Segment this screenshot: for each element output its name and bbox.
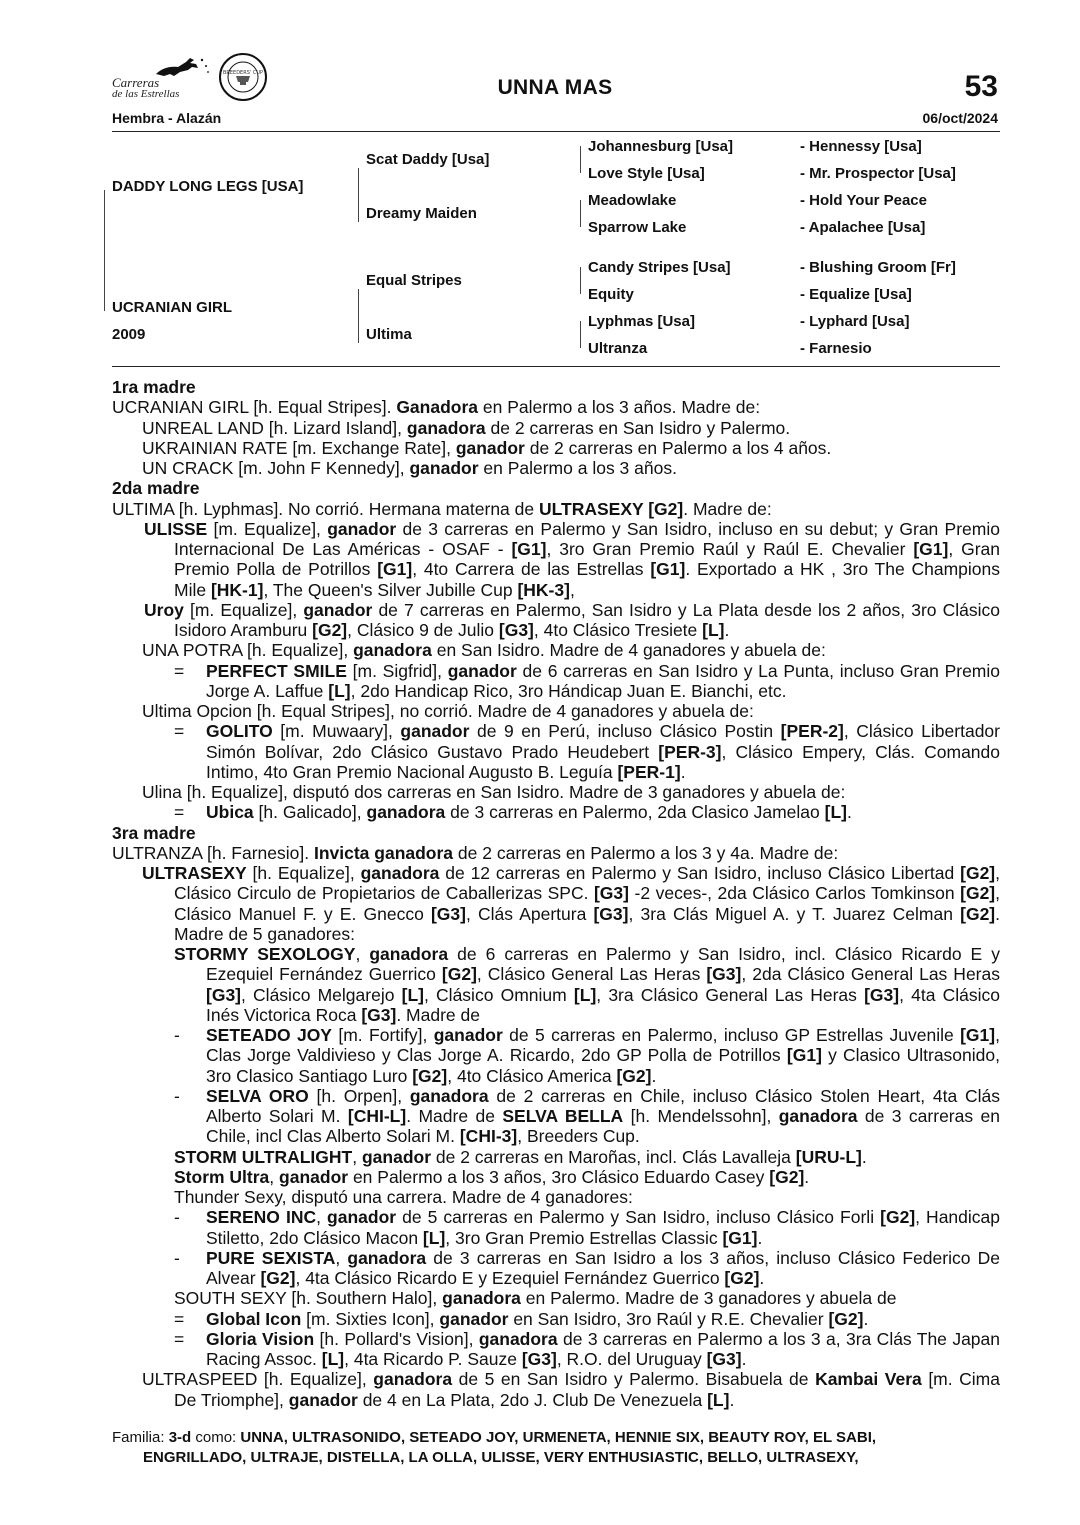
section-heading-3ra-madre: 3ra madre [112, 822, 196, 843]
grandproduce-entry: - SERENO INC, ganador de 5 carreras en Palermo y San Isidro, incluso Clásico Forli [G2], Handicap Stiletto, 2do Clásico Macon [L], 3ro Gran Premio Estrellas Classic [G1]. [174, 1207, 1000, 1248]
grandproduce-entry: STORM ULTRALIGHT, ganador de 2 carreras en Maroñas, incl. Clás Lavalleja [URU-L]. [174, 1146, 867, 1167]
family-notes [112, 377, 1000, 1410]
grandproduce-entry: = GOLITO [m. Muwaary], ganador de 9 en Perú, incluso Clásico Postin [PER-2], Clásico Libertador Simón Bolívar, 2do Clásico Gustavo Prado Heudebert [PER-3], Clásico Empery, Clás. Comando Intimo, 4to Gran Premio Nacional Augusto B. Leguía [PER-1]. [174, 721, 1001, 782]
horse-name-title: UNNA MAS [497, 76, 613, 99]
gen3-name: Meadowlake [588, 192, 677, 209]
produce-entry: UNREAL LAND [h. Lizard Island], ganadora de 2 carreras en San Isidro y Palermo. [142, 417, 791, 438]
grandproduce-entry: = Ubica [h. Galicado], ganadora de 3 carreras en Palermo, 2da Clasico Jamelao [L]. [174, 802, 852, 823]
gen4-name: - Lyphard [Usa] [800, 313, 910, 330]
gen1-bracket [104, 190, 105, 311]
produce-entry: Ulina [h. Equalize], disputó dos carreras en San Isidro. Madre de 3 ganadores y abuela de: [142, 782, 846, 802]
date-label: 06/oct/2024 [922, 110, 998, 126]
gen4-name: - Equalize [Usa] [800, 286, 912, 303]
dam-paragraph: ULTIMA [h. Lyphmas]. No corrió. Hermana materna de ULTRASEXY [G2]. Madre de: [112, 498, 772, 519]
sex-color-label: Hembra - Alazán [112, 110, 222, 126]
dam-paragraph: UCRANIAN GIRL [h. Equal Stripes]. Ganadora en Palermo a los 3 años. Madre de: [112, 397, 761, 418]
grandproduce-entry: = Global Icon [m. Sixties Icon], ganador en San Isidro, 3ro Raúl y R.E. Chevalier [G2]. [174, 1308, 869, 1329]
produce-entry: UKRAINIAN RATE [m. Exchange Rate], ganador de 2 carreras en Palermo a los 4 años. [142, 437, 832, 458]
gen2-bracket-2 [358, 289, 359, 343]
gen2-name: Dreamy Maiden [366, 205, 477, 222]
gen3-name: Candy Stripes [Usa] [588, 259, 731, 276]
gen4-name: - Mr. Prospector [Usa] [800, 165, 956, 182]
gen2-bracket-1 [358, 168, 359, 222]
svg-text:BREEDERS' CUP: BREEDERS' CUP [222, 70, 264, 76]
produce-entry: ULTRASEXY [h. Equalize], ganadora de 12 carreras en Palermo y San Isidro, incluso Clásico Libertad [G2], Clásico Circulo de Propietarios de Caballerizas SPC. [G3] -2 veces-, 2da Clásico Carlos Tomkinson [G2], Clásico Manuel F. y E. Gnecco [G3], Clás Apertura [G3], 3ra Clás Miguel A. y T. Juarez Celman [G2]. Madre de 5 ganadores: [142, 863, 1000, 944]
dam-name: UCRANIAN GIRL [112, 299, 232, 316]
gen4-name: - Blushing Groom [Fr] [800, 259, 956, 276]
gen4-name: - Farnesio [800, 340, 872, 357]
produce-entry: SOUTH SEXY [h. Southern Halo], ganadora en Palermo. Madre de 3 ganadores y abuela de [174, 1288, 897, 1309]
family-footer: Familia: 3-d como: UNNA, ULTRASONIDO, SETEADO JOY, URMENETA, HENNIE SIX, BEAUTY ROY, EL SABI, ENGRILLADO, ULTRAJE, DISTELLA, LA OLLA, ULISSE, VERY ENTHUSIASTIC, BELLO, ULTRASEXY, [112, 1429, 877, 1466]
produce-entry: Uroy [m. Equalize], ganador de 7 carreras en Palermo, San Isidro y La Plata desde los 2 años, 3ro Clásico Isidoro Aramburu [G2], Clásico 9 de Julio [G3], 4to Clásico Tresiete [L]. [144, 599, 1000, 640]
produce-entry: ULTRASPEED [h. Equalize], ganadora de 5 en San Isidro y Palermo. Bisabuela de Kambai Vera [m. Cima De Triomphe], ganador de 4 en La Plata, 2do J. Club De Venezuela [L]. [142, 1369, 1000, 1410]
gen2-name: Ultima [366, 326, 412, 343]
sire-name: DADDY LONG LEGS [USA] [112, 178, 304, 195]
grandproduce-entry: = PERFECT SMILE [m. Sigfrid], ganador de 6 carreras en San Isidro y La Punta, incluso Gran Premio Jorge A. Laffue [L], 2do Handicap Rico, 3ro Hándicap Juan E. Bianchi, etc. [174, 660, 1000, 701]
gen2-name: Equal Stripes [366, 272, 462, 289]
grandproduce-entry: STORMY SEXOLOGY, ganadora de 6 carreras en Palermo y San Isidro, incl. Clásico Ricardo E y Ezequiel Fernández Guerrico [G2], Clásico General Las Heras [G3], 2da Clásico General Las Heras [G3], Clásico Melgarejo [L], Clásico Omnium [L], 3ra Clásico General Las Heras [G3], 4ta Clásico Inés Victorica Roca [G3]. Madre de [174, 944, 1001, 1025]
gen3-name: Lyphmas [Usa] [588, 313, 695, 330]
section-heading-2da-madre: 2da madre [112, 478, 200, 499]
gen3-name: Ultranza [588, 340, 648, 357]
gen4-name: - Hennessy [Usa] [800, 138, 922, 155]
gen4-name: - Apalachee [Usa] [800, 219, 926, 236]
produce-entry: UNA POTRA [h. Equalize], ganadora en San Isidro. Madre de 4 ganadores y abuela de: [142, 640, 826, 661]
produce-entry: ULISSE [m. Equalize], ganador de 3 carreras en Palermo y San Isidro, incluso en su debut; y Gran Premio Internacional De Las Américas - OSAF - [G1], 3ro Gran Premio Raúl y Raúl E. Chevalier [G1], Gran Premio Polla de Potrillos [G1], 4to Carrera de las Estrellas [G1]. Exportado a HK , 3ro The Champions Mile [HK-1], The Queen's Silver Jubille Cup [HK-3], [144, 518, 1000, 600]
gen3-bracket [580, 146, 581, 173]
gen2-name: Scat Daddy [Usa] [366, 151, 490, 168]
gen3-name: Love Style [Usa] [588, 165, 705, 182]
gen3-bracket [580, 200, 581, 227]
gen3-bracket [580, 267, 581, 294]
gen3-name: Johannesburg [Usa] [588, 138, 734, 155]
produce-entry: UN CRACK [m. John F Kennedy], ganador en Palermo a los 3 años. [142, 458, 677, 478]
gen4-name: - Hold Your Peace [800, 192, 927, 209]
grandproduce-entry: - SETEADO JOY [m. Fortify], ganador de 5 carreras en Palermo, incluso GP Estrellas Juvenile [G1], Clas Jorge Valdivieso y Clas Jorge A. Ricardo, 2do GP Polla de Potrillos [G1] y Clasico Ultrasonido, 3ro Clasico Santiago Luro [G2], 4to Clásico America [G2]. [174, 1025, 1000, 1086]
grandproduce-entry: Storm Ultra, ganador en Palermo a los 3 años, 3ro Clásico Eduardo Casey [G2]. [174, 1166, 810, 1187]
logo-line-1: Carreras [112, 75, 160, 90]
section-heading-1ra-madre: 1ra madre [112, 377, 196, 397]
grandproduce-entry: = Gloria Vision [h. Pollard's Vision], ganadora de 3 carreras en Palermo a los 3 a, 3ra Clás The Japan Racing Assoc. [L], 4ta Ricardo P. Sauze [G3], R.O. del Uruguay [G3]. [174, 1328, 1000, 1369]
gen3-name: Sparrow Lake [588, 219, 687, 236]
dam-year: 2009 [112, 326, 146, 343]
grandproduce-entry: - PURE SEXISTA, ganadora de 3 carreras en San Isidro a los 3 años, incluso Clásico Federico De Alvear [G2], 4ta Clásico Ricardo E y Ezequiel Fernández Guerrico [G2]. [174, 1247, 1000, 1288]
page-number: 53 [964, 70, 998, 103]
gen3-bracket [580, 321, 581, 348]
grandproduce-entry: - SELVA ORO [h. Orpen], ganadora de 2 carreras en Chile, incluso Clásico Stolen Heart, 4ta Clás Alberto Solari M. [CHI-L]. Madre de SELVA BELLA [h. Mendelssohn], ganadora de 3 carreras en Chile, incl Clas Alberto Solari M. [CHI-3], Breeders Cup. [174, 1085, 1000, 1147]
grandproduce-entry: Thunder Sexy, disputó una carrera. Madre de 4 ganadores: [174, 1187, 633, 1207]
produce-entry: Ultima Opcion [h. Equal Stripes], no corrió. Madre de 4 ganadores y abuela de: [142, 701, 754, 721]
pedigree-divider [112, 366, 1000, 367]
gen3-name: Equity [588, 286, 634, 303]
dam-paragraph: ULTRANZA [h. Farnesio]. Invicta ganadora de 2 carreras en Palermo a los 3 y 4a. Madre de: [112, 842, 839, 863]
header-divider [112, 131, 1000, 132]
logo-line-2: de las Estrellas [112, 88, 180, 100]
